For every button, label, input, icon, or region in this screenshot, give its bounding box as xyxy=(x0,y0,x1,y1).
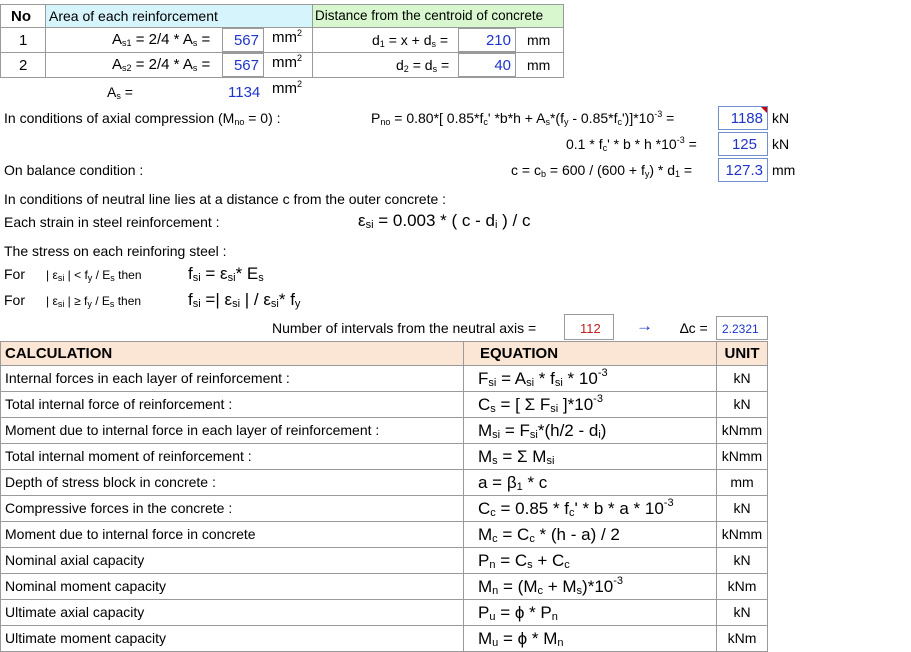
row1-dist-unit: mm xyxy=(527,32,551,48)
calc-row-label: Compressive forces in the concrete : xyxy=(5,500,233,516)
calc-row-label-cell xyxy=(0,444,464,470)
row1-dist-value-cell xyxy=(458,28,516,52)
calc-row-label-cell xyxy=(0,470,464,496)
axial-label: In conditions of axial compression $(M_{no} = 0)$ : xyxy=(4,110,281,127)
row2-dist-unit: mm xyxy=(527,57,551,73)
calc-row-unit: kN xyxy=(716,366,768,392)
for2-label: For xyxy=(4,292,25,308)
arrow-right-icon: → xyxy=(636,316,653,335)
row2-dist-value-cell xyxy=(458,53,516,77)
header-distance-cell xyxy=(312,4,564,28)
calc-row-unit: kNmm xyxy=(716,522,768,548)
balance-formula: $c = c_b = 600 / (600 + f_y) * d_1$ = xyxy=(511,162,693,179)
calc-row-label: Total internal moment of reinforcement : xyxy=(5,448,252,464)
row2-area-value: 567 xyxy=(233,57,259,74)
row2-area-formula: $A_{s2} = 2/4 * A_s$ = xyxy=(112,56,211,73)
neutral-line1: In conditions of neutral line lies at a distance c from the outer concrete : xyxy=(4,191,447,207)
intervals-input[interactable] xyxy=(564,314,614,340)
calc-row-unit: mm xyxy=(716,470,768,496)
calc-row-unit: kNmm xyxy=(716,444,768,470)
row2-area-unit: $mm^2$ xyxy=(272,53,303,71)
calc-row-label-cell xyxy=(0,496,464,522)
header-distance: Distance from the centroid of concrete xyxy=(315,8,544,23)
row2-area-value-cell xyxy=(222,53,264,77)
calc-row-label-cell xyxy=(0,366,464,392)
calc-row-unit: kN xyxy=(716,392,768,418)
row2-dist-formula: $d_2 = d_s$ = xyxy=(396,57,450,74)
calc-row-label: Moment due to internal force in concrete xyxy=(5,526,256,542)
pno-value-cell[interactable] xyxy=(718,106,768,130)
calc-row-label-cell xyxy=(0,626,464,652)
limit-value-cell xyxy=(718,132,768,156)
row1-area-value-cell xyxy=(222,28,264,52)
calc-row-label: Total internal force of reinforcement : xyxy=(5,396,233,412)
strain-formula: $\varepsilon_{si} = 0.003$ * ( c - $d_i$ ) / c xyxy=(358,211,531,231)
balance-value: 127.3 xyxy=(725,162,763,179)
for2-condition: | $\varepsilon_{si}$ | ≥ $f_y / E_s$ then xyxy=(46,294,142,309)
row1-no-cell xyxy=(0,27,46,53)
limit-value: 125 xyxy=(731,136,757,153)
row2-no: 2 xyxy=(19,57,28,74)
delta-c-label: ∆c = xyxy=(680,320,708,336)
calc-row-label: Internal forces in each layer of reinforcement : xyxy=(5,370,290,386)
intervals-label: Number of intervals from the neutral axis = xyxy=(272,320,537,336)
calc-row-equation: $M_s = \Sigma$ $M_{si}$ xyxy=(463,444,717,470)
row2-no-cell xyxy=(0,52,46,78)
row1-area-formula: $A_{s1} = 2/4 * A_s$ = xyxy=(112,31,211,48)
calc-row-equation: $M_u = \phi * M_n$ xyxy=(463,626,717,652)
row1-no: 1 xyxy=(19,32,28,49)
as-total-unit: $mm^2$ xyxy=(272,79,303,97)
limit-unit: kN xyxy=(772,136,790,152)
pno-value: 1188 xyxy=(730,110,763,127)
calc-row-label: Ultimate moment capacity xyxy=(5,630,167,646)
intervals-value: 112 xyxy=(580,321,601,336)
calc-row-label: Ultimate axial capacity xyxy=(5,604,145,620)
header-no-cell xyxy=(0,4,46,28)
row1-area-value: 567 xyxy=(233,32,259,49)
calc-row-label: Depth of stress block in concrete : xyxy=(5,474,216,490)
calc-row-label-cell xyxy=(0,392,464,418)
neutral-line2: Each strain in steel reinforcement : xyxy=(4,214,220,230)
as-total-value: 1134 xyxy=(228,84,261,101)
row1-dist-formula: $d_1 = x + d_s$ = xyxy=(372,32,449,49)
calc-row-equation: $M_c = C_c * (h - a) / 2$ xyxy=(463,522,717,548)
pno-formula: $P_{no} = 0.80*$[ $0.85*f_c'$ $*b*h + A_s*(f_y - 0.85*f_c')]*10^{-3}$ = xyxy=(371,109,675,127)
unit-header: UNIT xyxy=(716,341,768,366)
calc-row-label-cell xyxy=(0,418,464,444)
calc-row-unit: kNm xyxy=(716,574,768,600)
calc-row-equation: $C_s$ = [ Σ $F_{si}$ ]$*10^{-3}$ xyxy=(463,392,717,418)
calc-row-unit: kN xyxy=(716,600,768,626)
calc-row-equation: $M_n = (M_c + M_s)*10^{-3}$ xyxy=(463,574,717,600)
calc-row-label: Moment due to internal force in each layer of reinforcement : xyxy=(5,422,380,438)
for1-label: For xyxy=(4,266,25,282)
calc-row-unit: kN xyxy=(716,548,768,574)
calc-row-equation: $M_{si} = F_{si}*(h/2 - d_i)$ xyxy=(463,418,717,444)
calc-row-label: Nominal moment capacity xyxy=(5,578,167,594)
equation-header: EQUATION xyxy=(463,341,717,366)
balance-label: On balance condition : xyxy=(4,162,144,178)
header-area-cell xyxy=(45,4,313,28)
calc-row-equation: $P_u = \phi * P_n$ xyxy=(463,600,717,626)
for2-result: $f_{si}$ =| $\varepsilon_{si}$ | / $\varepsilon_{si}*$ $f_y$ xyxy=(188,290,301,310)
calc-row-equation: $a = \beta_1 * c$ xyxy=(463,470,717,496)
calc-row-label-cell xyxy=(0,600,464,626)
delta-c-value-cell xyxy=(716,316,768,340)
calc-row-equation: $C_c = 0.85 * f_c' * b * a * 10^{-3}$ xyxy=(463,496,717,522)
balance-unit: mm xyxy=(772,162,796,178)
calc-header: CALCULATION xyxy=(0,341,464,366)
comment-indicator-icon[interactable] xyxy=(761,107,767,113)
balance-value-cell xyxy=(718,158,768,182)
calc-row-equation: $F_{si} = A_{si} * f_{si} * 10^{-3}$ xyxy=(463,366,717,392)
header-no: No xyxy=(11,8,31,25)
calc-row-unit: kNm xyxy=(716,626,768,652)
calc-row-unit: kNmm xyxy=(716,418,768,444)
for1-condition: | $\varepsilon_{si}$ | < $f_y / E_s$ then xyxy=(46,268,142,283)
row2-dist-value: 40 xyxy=(494,57,511,74)
calc-row-label-cell xyxy=(0,548,464,574)
for1-result: $f_{si} = \varepsilon_{si}*$ $E_s$ xyxy=(188,264,264,284)
calc-row-label-cell xyxy=(0,574,464,600)
delta-c-value: 2.2321 xyxy=(722,322,759,336)
stress-label: The stress on each reinforing steel : xyxy=(4,243,227,259)
pno-unit: kN xyxy=(772,110,790,126)
row1-area-unit: $mm^2$ xyxy=(272,28,303,46)
as-total-label: $A_s$ = xyxy=(107,84,133,101)
calc-row-label-cell xyxy=(0,522,464,548)
calc-row-equation: $P_n = C_s + C_c$ xyxy=(463,548,717,574)
calc-row-unit: kN xyxy=(716,496,768,522)
limit-formula: $0.1 * f_c'$ * b * h $*10^{-3}$ = xyxy=(566,135,697,153)
header-area: Area of each reinforcement xyxy=(49,8,218,24)
calc-row-label: Nominal axial capacity xyxy=(5,552,145,568)
row1-dist-value: 210 xyxy=(485,32,511,49)
